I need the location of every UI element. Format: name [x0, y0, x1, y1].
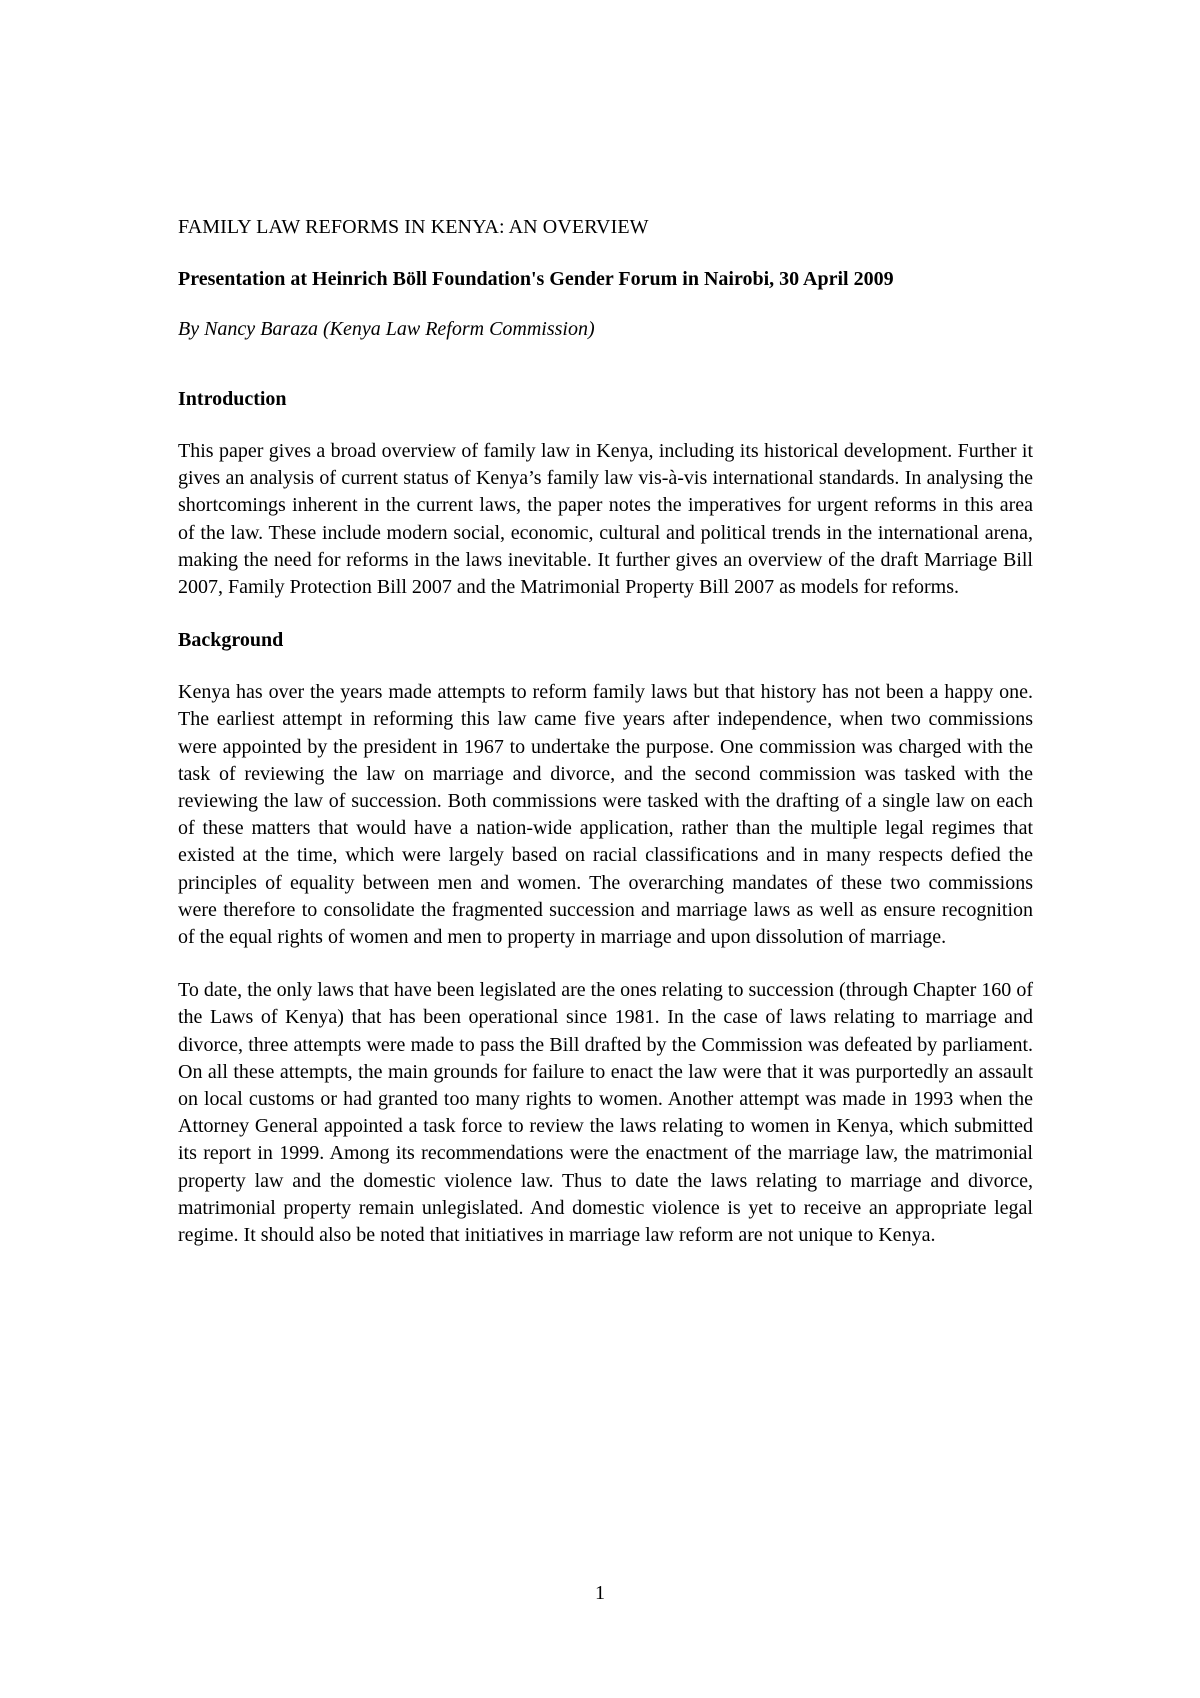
- section-heading-background: Background: [178, 629, 284, 652]
- section-heading-introduction: Introduction: [178, 388, 287, 410]
- document-author: By Nancy Baraza (Kenya Law Reform Commission): [178, 318, 595, 340]
- background-paragraph: To date, the only laws that have been legislated are the ones relating to succession (through Chapter 160 of the Laws of Kenya) that has been operational since 1981. In the case of laws relating to marriage and divorce, three attempts were made to pass the Bill drafted by the Commission was defeated by parliament. On all these attempts, the main grounds for failure to enact the law were that it was purportedly an assault on local customs or had granted too many rights to women. Another attempt was made in 1993 when the Attorney General appointed a task force to review the laws relating to women in Kenya, which submitted its report in 1999. Among its recommendations were the enactment of the marriage law, the matrimonial property law and the domestic violence law. Thus to date the laws relating to marriage and divorce, matrimonial property remain unlegislated. And domestic violence is yet to receive an appropriate legal regime. It should also be noted that initiatives in marriage law reform are not unique to Kenya.: [178, 979, 1033, 1247]
- document-body: [178, 214, 1033, 1249]
- background-paragraph: Kenya has over the years made attempts to reform family laws but that history has not been a happy one. The earliest attempt in reforming this law came five years after independence, when two commissions were appointed by the president in 1967 to undertake the purpose. One commission was charged with the task of reviewing the law on marriage and divorce, and the second commission was tasked with the reviewing the law of succession. Both commissions were tasked with the drafting of a single law on each of these matters that would have a nation-wide application, rather than the multiple legal regimes that existed at the time, which were largely based on racial classifications and in many respects defied the principles of equality between men and women. The overarching mandates of these two commissions were therefore to consolidate the fragmented succession and marriage laws as well as ensure recognition of the equal rights of women and men to property in marriage and upon dissolution of marriage.: [178, 681, 1033, 949]
- document-title: FAMILY LAW REFORMS IN KENYA: AN OVERVIEW: [178, 216, 649, 238]
- introduction-paragraph: This paper gives a broad overview of family law in Kenya, including its historical development. Further it gives an analysis of current status of Kenya’s family law vis-à-vis international standards. In analysing the shortcomings inherent in the current laws, the paper notes the imperatives for urgent reforms in this area of the law. These include modern social, economic, cultural and political trends in the international arena, making the need for reforms in the laws inevitable. It further gives an overview of the draft Marriage Bill 2007, Family Protection Bill 2007 and the Matrimonial Property Bill 2007 as models for reforms.: [178, 440, 1033, 599]
- document-subtitle: Presentation at Heinrich Böll Foundation's Gender Forum in Nairobi, 30 April 2009: [178, 268, 894, 290]
- page-number: 1: [595, 1582, 605, 1604]
